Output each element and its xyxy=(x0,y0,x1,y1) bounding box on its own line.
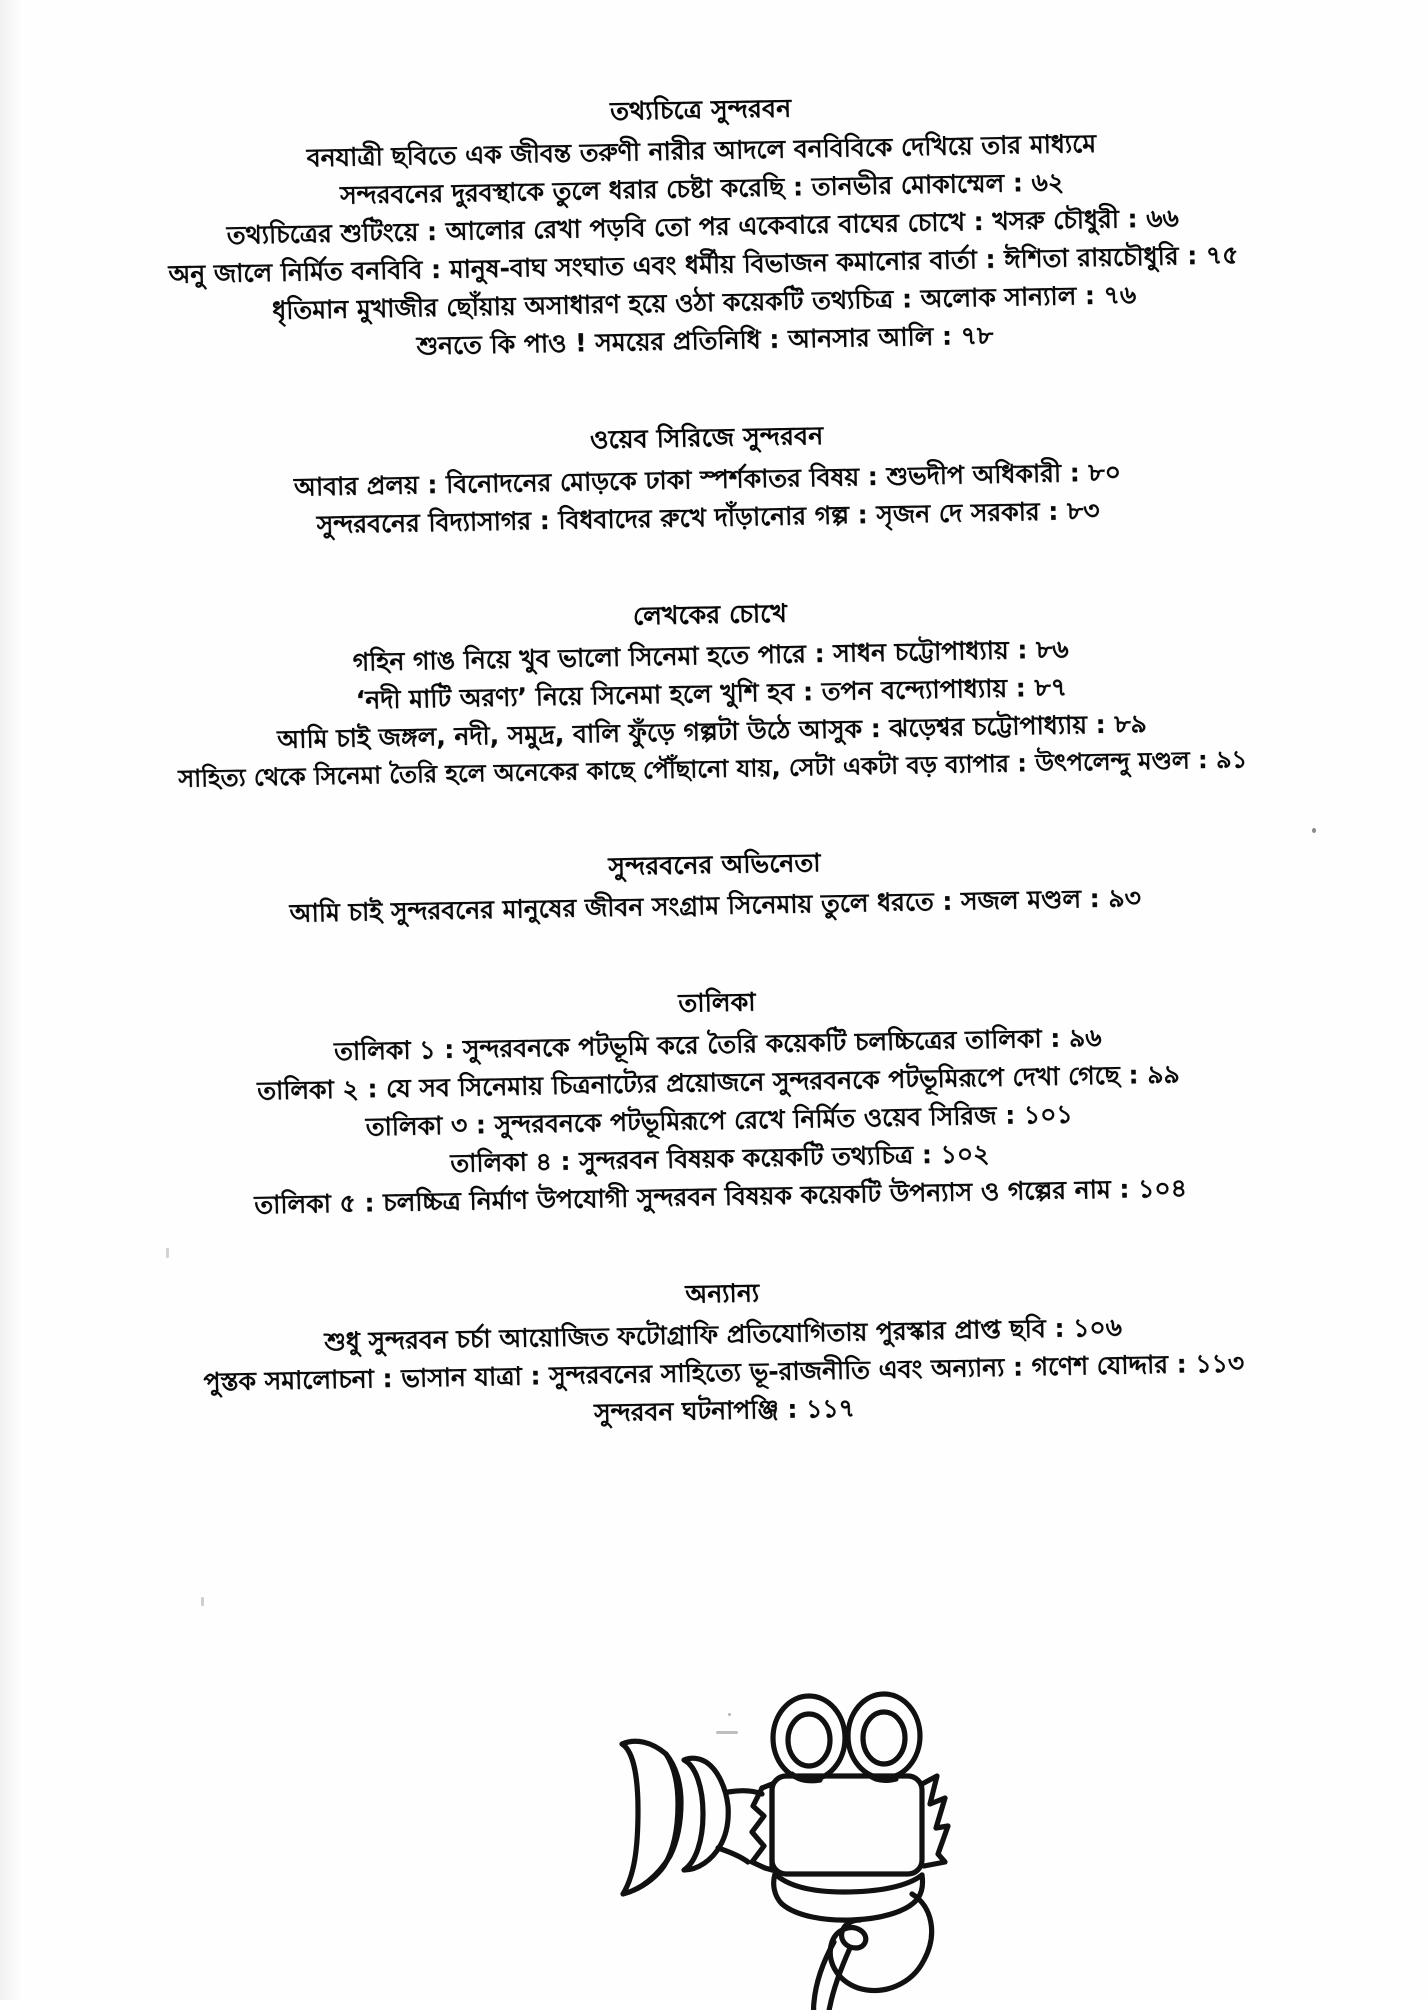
toc-entry: তালিকা ১ : সুন্দরবনকে পটভূমি করে তৈরি কয়েকটি চলচ্চিত্রের তালিকা : ৯৬ xyxy=(333,1022,1102,1066)
toc-entry: সন্দরবনের দুরবস্থাকে তুলে ধরার চেষ্টা করেছি : তানভীর মোকাম্মেল : ৬২ xyxy=(339,167,1065,210)
toc-entry: অনু জালে নির্মিত বনবিবি : মানুষ-বাঘ সংঘাত এবং ধর্মীয় বিভাজন কমানোর বার্তা : ঈশিতা রায়চৌধুরি : ৭৫ xyxy=(168,240,1239,290)
scan-speck xyxy=(201,1597,204,1606)
table-of-contents xyxy=(26,80,1399,1462)
toc-entry: সাহিত্য থেকে সিনেমা তৈরি হলে অনেকের কাছে পৌঁছানো যায়, সেটা একটা বড় ব্যাপার : উৎপলেন্দু মণ্ডল : ৯১ xyxy=(177,744,1248,793)
scan-speck xyxy=(166,1248,169,1258)
scan-speck xyxy=(1312,828,1316,833)
toc-entry: তালিকা ৫ : চলচ্চিত্র নির্মাণ উপযোগী সুন্দরবন বিষয়ক কয়েকটি উপন্যাস ও গল্পের নাম : ১০৪ xyxy=(254,1173,1188,1220)
section-heading: সুন্দরবনের অভিনেতা xyxy=(608,848,821,882)
toc-entry: তালিকা ৪ : সুন্দরবন বিষয়ক কয়েকটি তথ্যচিত্র : ১০২ xyxy=(450,1138,990,1178)
toc-entry: তালিকা ২ : যে সব সিনেমায় চিত্রনাট্যের প্রয়োজনে সুন্দরবনকে পটভূমিরূপে দেখা গেছে : ৯৯ xyxy=(256,1059,1180,1106)
toc-entry: তালিকা ৩ : সুন্দরবনকে পটভূমিরূপে রেখে নির্মিত ওয়েব সিরিজ : ১০১ xyxy=(365,1099,1073,1142)
section-heading: তালিকা xyxy=(678,987,756,1019)
section-heading: লেখকের চোখে xyxy=(632,598,788,630)
toc-section-others xyxy=(48,1263,1399,1442)
toc-section-documentary xyxy=(26,80,1379,373)
toc-entry: শুনতে কি পাও ! সময়ের প্রতিনিধি : আনসার আলি : ৭৮ xyxy=(416,321,994,361)
toc-entry: শুধু সুন্দরবন চর্চা আয়োজিত ফটোগ্রাফি প্রতিযোগিতায় পুরস্কার প্রাপ্ত ছবি : ১০৬ xyxy=(324,1312,1123,1357)
toc-entry: তথ্যচিত্রের শুটিংয়ে : আলোর রেখা পড়বি তো পর একেবারে বাঘের চোখে : খসরু চৌধুরী : ৬৬ xyxy=(226,203,1180,251)
section-heading: অন্যান্য xyxy=(685,1277,760,1309)
toc-entry: পুস্তক সমালোচনা : ভাসান যাত্রা : সুন্দরবনের সাহিত্যে ভূ-রাজনীতি এবং অন্যান্য : গণেশ যোদ্দার : ১১৩ xyxy=(203,1348,1245,1397)
toc-section-lists xyxy=(43,973,1395,1228)
section-heading: তথ্যচিত্রে সুন্দরবন xyxy=(609,93,792,126)
section-heading: ওয়েব সিরিজে সুন্দরবন xyxy=(589,421,824,455)
movie-camera-icon xyxy=(612,1680,972,2010)
toc-entry: সুন্দরবন ঘটনাপঞ্জি : ১১৭ xyxy=(593,1393,856,1428)
toc-entry: আমি চাই সুন্দরবনের মানুষের জীবন সংগ্রাম সিনেমায় তুলে ধরতে : সজল মণ্ডল : ৯৩ xyxy=(289,883,1142,929)
toc-section-web-series xyxy=(32,408,1382,549)
toc-entry: সুন্দরবনের বিদ্যাসাগর : বিধবাদের রুখে দাঁড়ানোর গল্প : সৃজন দে সরকার : ৮৩ xyxy=(316,495,1100,539)
toc-entry: ‘নদী মাটি অরণ্য’ নিয়ে সিনেমা হলে খুশি হব : তপন বন্দ্যোপাধ্যায় : ৮৭ xyxy=(355,672,1068,715)
movie-camera-illustration xyxy=(612,1680,972,2010)
toc-entry: ধৃতিমান মুখাজীর ছোঁয়ায় অসাধারণ হয়ে ওঠা কয়েকটি তথ্যচিত্র : অলোক সান্যাল : ৭৬ xyxy=(271,280,1137,326)
toc-section-writers-eye xyxy=(36,584,1387,799)
toc-entry: আবার প্রলয় : বিনোদনের মোড়কে ঢাকা স্পর্শকাতর বিষয় : শুভদীপ অধিকারী : ৮০ xyxy=(293,456,1122,502)
toc-entry: গহিন গাঙ নিয়ে খুব ভালো সিনেমা হতে পারে : সাধন চট্টোপাধ্যায় : ৮৬ xyxy=(352,634,1069,677)
toc-entry: আমি চাই জঙ্গল, নদী, সমুদ্র, বালি ফুঁড়ে গল্পটা উঠে আসুক : ঝড়েশ্বর চট্টোপাধ্যায় : ৮৯ xyxy=(277,708,1148,754)
toc-entry: বনযাত্রী ছবিতে এক জীবন্ত তরুণী নারীর আদলে বনবিবিকে দেখিয়ে তার মাধ্যমে xyxy=(306,129,1097,173)
